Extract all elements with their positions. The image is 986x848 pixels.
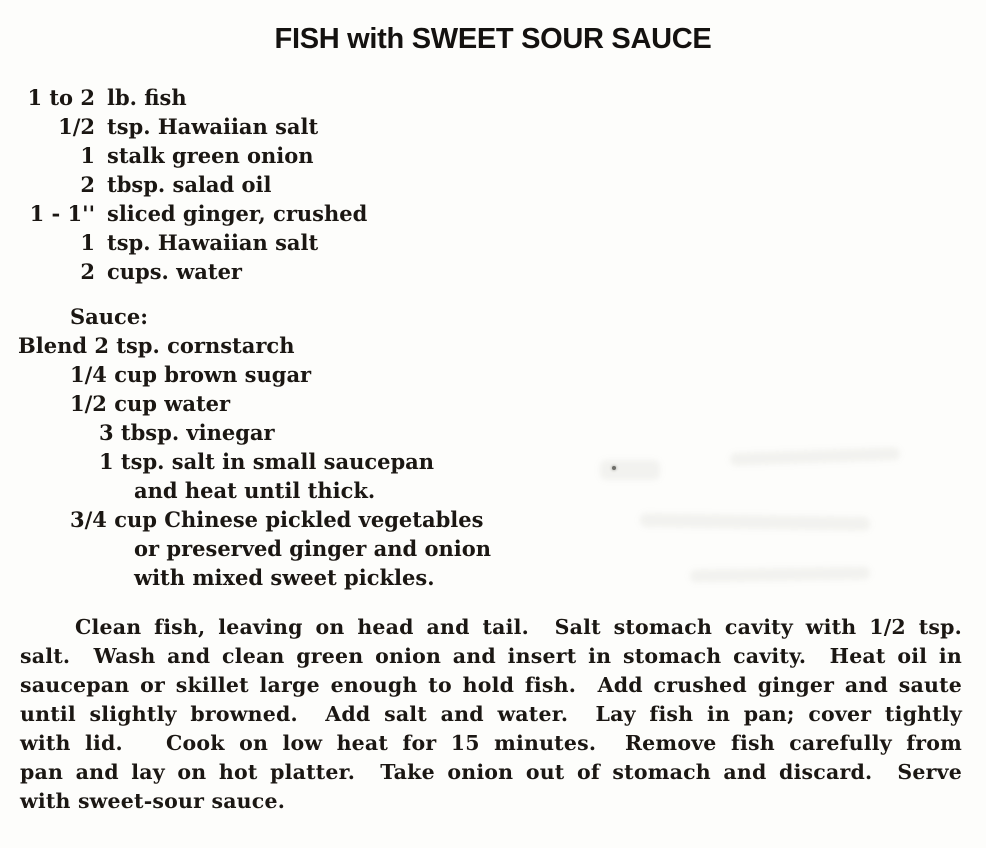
sauce-line: 1 tsp. salt in small saucepan	[99, 449, 435, 474]
sauce-line: Blend 2 tsp. cornstarch	[18, 333, 295, 358]
ingredient-row	[14, 141, 986, 170]
ingredient-row	[14, 112, 986, 141]
ingredient-row	[14, 257, 986, 286]
ingredient-qty: 1	[80, 143, 95, 168]
sauce-section	[0, 302, 986, 592]
sauce-line: 3/4 cup Chinese pickled vegetables	[70, 507, 484, 532]
instructions-line: pan and lay on hot platter. Take onion out of stomach and discard. Serve	[20, 760, 962, 784]
scan-artifact-smudge	[600, 460, 660, 480]
sauce-heading: Sauce:	[70, 304, 148, 329]
instructions-line: saucepan or skillet large enough to hold fish. Add crushed ginger and saute	[20, 673, 962, 697]
instructions-line: with lid. Cook on low heat for 15 minutes. Remove fish carefully from	[20, 731, 962, 755]
instructions-paragraph	[20, 613, 962, 816]
ingredient-row	[14, 170, 986, 199]
instructions-line: until slightly browned. Add salt and water. Lay fish in pan; cover tightly	[20, 702, 962, 726]
instructions-line: salt. Wash and clean green onion and insert in stomach cavity. Heat oil in	[20, 644, 962, 668]
ingredient-row	[14, 199, 986, 228]
ingredient-desc: stalk green onion	[107, 143, 314, 168]
ingredient-qty: 1/2	[58, 114, 95, 139]
sauce-line: with mixed sweet pickles.	[134, 565, 435, 590]
sauce-line: and heat until thick.	[134, 478, 376, 503]
ingredient-qty: 1 - 1''	[29, 201, 95, 226]
ingredient-list	[14, 83, 986, 286]
sauce-line: or preserved ginger and onion	[134, 536, 492, 561]
ingredient-desc: tsp. Hawaiian salt	[107, 230, 319, 255]
ingredient-qty: 2	[80, 172, 95, 197]
instructions-line: Clean fish, leaving on head and tail. Salt stomach cavity with 1/2 tsp.	[75, 615, 962, 639]
ingredient-qty: 1 to 2	[27, 85, 95, 110]
sauce-line: 1/4 cup brown sugar	[70, 362, 312, 387]
instructions-line: with sweet-sour sauce.	[20, 789, 286, 813]
recipe-title: FISH with SWEET SOUR SAUCE	[274, 23, 712, 55]
ingredient-desc: sliced ginger, crushed	[107, 201, 368, 226]
ingredient-row	[14, 83, 986, 112]
sauce-line: 1/2 cup water	[70, 391, 231, 416]
ingredient-desc: cups. water	[107, 259, 242, 284]
sauce-line: 3 tbsp. vinegar	[99, 420, 275, 445]
ingredient-desc: tsp. Hawaiian salt	[107, 114, 319, 139]
ingredient-desc: lb. fish	[107, 85, 187, 110]
ingredient-qty: 2	[80, 259, 95, 284]
ingredient-qty: 1	[80, 230, 95, 255]
ingredient-desc: tbsp. salad oil	[107, 172, 272, 197]
ingredient-row	[14, 228, 986, 257]
